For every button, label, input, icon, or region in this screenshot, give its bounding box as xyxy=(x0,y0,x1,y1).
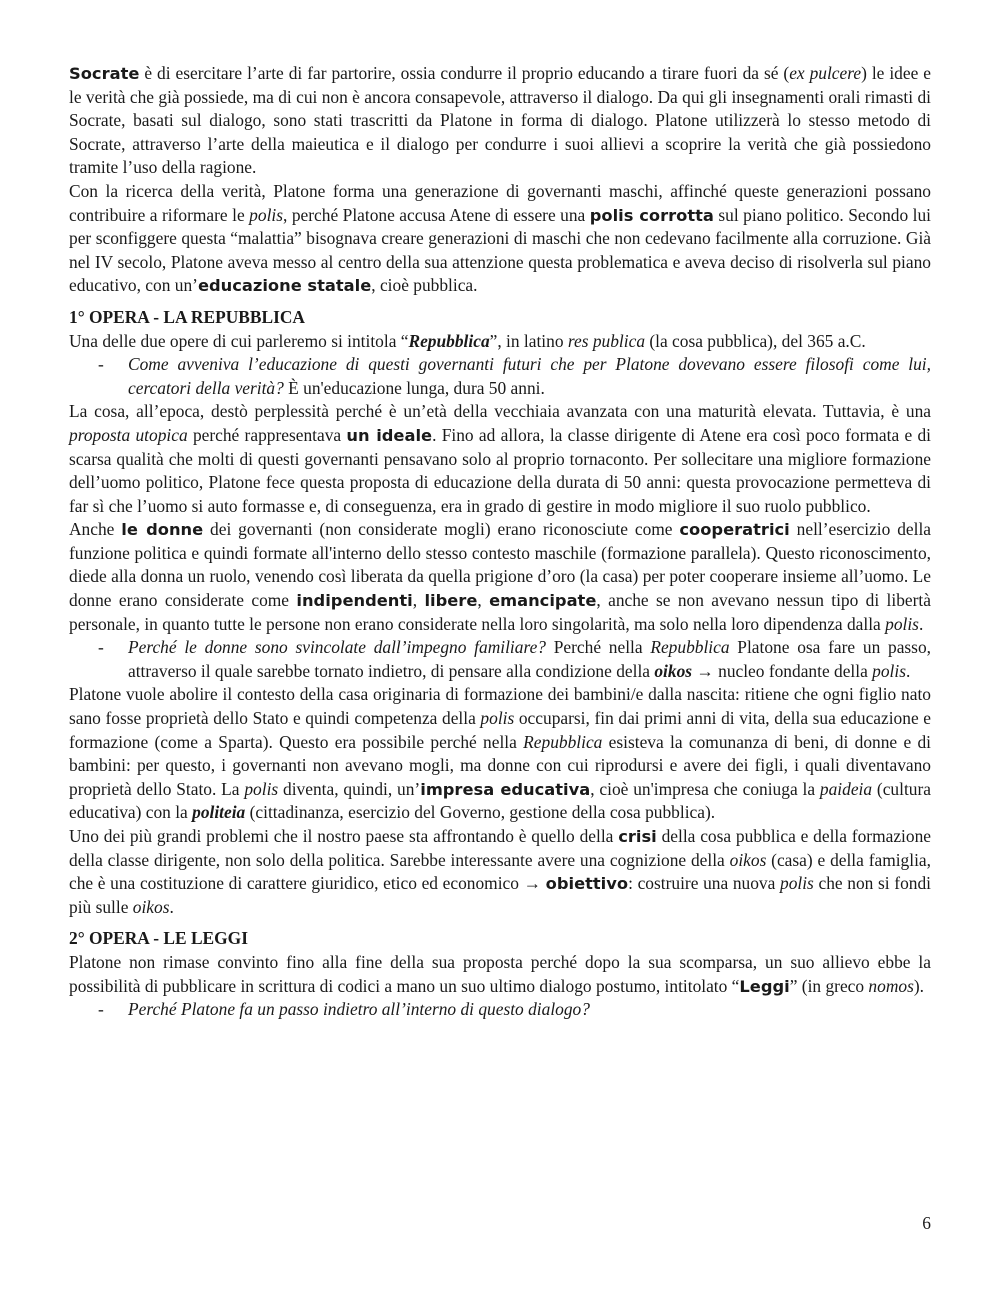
term-crisi: crisi xyxy=(618,827,657,846)
term-un-ideale: un ideale xyxy=(346,425,433,445)
paragraph-abolire-casa: Platone vuole abolire il contesto della casa originaria di formazione dei bambini/e dalla nascita: ritiene che ogni figlio nato sano fosse proprietà dello Stato e quindi competenza della polis occuparsi, fin dai primi anni di vita, della sua educazione e formazione (come a Sparta). Questo era possibile perché nella Repubblica esisteva la comunanza di beni, di donne e di bambini: per questo, i governanti non avevano mogli, ma donne con cui riprodursi e avere dei figli, i quali diventavano proprietà dello Stato. La polis diventa, quindi, un’impresa educativa, cioè un'impresa che coniuga la paideia (cultura educativa) con la politeia (cittadinanza, esercizio del Governo, gestione della cosa pubblica). xyxy=(69,684,931,823)
term-politeia: politeia xyxy=(192,802,246,823)
document-page xyxy=(69,62,931,1022)
term-educazione-statale: educazione statale xyxy=(197,276,372,296)
section-heading-leggi: 2° OPERA - LE LEGGI xyxy=(69,928,248,949)
paragraph-crisi: Uno dei più grandi problemi che il nostro paese sta affrontando è quello della crisi della cosa pubblica e della formazione della classe dirigente, non solo della politica. Sarebbe interessante avere una cognizione della oikos (casa) e della famiglia, che è una costituzione di carattere giuridico, etico ed economico → obiettivo: costruire una nuova polis che non si fondi più sulle oikos. xyxy=(69,826,931,917)
term-socrate: Socrate xyxy=(69,64,140,83)
paragraph-repubblica-intro: Una delle due opere di cui parleremo si intitola “Repubblica”, in latino res publica (la cosa pubblica), del 365 a.C. xyxy=(69,330,866,351)
term-cooperatrici: cooperatrici xyxy=(679,520,790,540)
term-oikos: oikos xyxy=(654,660,693,681)
term-impresa-educativa: impresa educativa xyxy=(420,779,591,799)
section-heading-repubblica: 1° OPERA - LA REPUBBLICA xyxy=(69,306,305,327)
bullet-dash: - xyxy=(98,637,104,658)
term-leggi: Leggi xyxy=(739,976,790,996)
bullet-passo-indietro: - Perché Platone fa un passo indietro all’interno di questo dialogo? xyxy=(69,998,931,1022)
paragraph-socrate-maieutica: Socrate è di esercitare l’arte di far partorire, ossia condurre il proprio educando a tirare fuori da sé (ex pulcere) le idee e le verità che già possiede, ma di cui non è ancora consapevole, attraverso il dialogo. Da qui gli insegnamenti orali rimasti di Socrate, basati sul dialogo, sono stati trascritti da Platone in forma di dialogo. Platone utilizzerà lo stesso metodo di Socrate, attraverso l’arte della maieutica e il dialogo per condurre i suoi allievi a scoprire la verità che già possiedono tramite l’uso della ragione. xyxy=(69,63,931,178)
term-indipendenti: indipendenti xyxy=(296,591,413,611)
term-le-donne: le donne xyxy=(121,520,204,540)
term-obiettivo: obiettivo xyxy=(545,874,629,894)
term-repubblica: Repubblica xyxy=(408,330,490,351)
paragraph-le-donne: Anche le donne dei governanti (non considerate mogli) erano riconosciute come cooperatrici nell’esercizio della funzione politica e quindi formate all'interno dello stesso contesto maschile (formazione parallela). Questo riconoscimento, diede alla donna un ruolo, venendo così liberata da quella prigione d’oro (la casa) per poter cooperare insieme all’uomo. Le donne erano considerate come indipendenti, libere, emancipate, anche se non avevano nessun tipo di libertà personale, in quanto tutte le persone non erano considerate nella loro singolarità, ma solo nella loro dipendenza dalla polis. xyxy=(69,519,931,634)
bullet-dash: - xyxy=(98,354,104,375)
term-emancipate: emancipate xyxy=(489,591,597,611)
term-ex-pulcere: ex pulcere xyxy=(789,63,862,83)
term-polis-corrotta: polis corrotta xyxy=(589,205,714,225)
term-libere: libere xyxy=(424,591,478,611)
bullet-dash: - xyxy=(98,999,104,1020)
paragraph-governanti: Con la ricerca della verità, Platone forma una generazione di governanti maschi, affinché queste generazioni possano contribuire a riformare le polis, perché Platone accusa Atene di essere una polis corrotta sul piano politico. Secondo lui per sconfiggere questa “malattia” bisognava creare generazioni di maschi che non cedevano facilmente alla corruzione. Già nel IV secolo, Platone aveva messo al centro della sua attenzione questa problematica e aveva deciso di risolverla sul piano educativo, con un’educazione statale, cioè pubblica. xyxy=(69,180,931,296)
page-number: 6 xyxy=(922,1213,931,1233)
paragraph-proposta-utopica: La cosa, all’epoca, destò perplessità perché è un’età della vecchiaia avanzata con una maturità elevata. Tuttavia, è una proposta utopica perché rappresentava un ideale. Fino ad allora, la classe dirigente di Atene era così poco formata e di scarsa qualità che molti di questi governanti pensavano solo al proprio tornaconto. Per sollecitare una migliore formazione dell’uomo politico, Platone fece questa proposta di educazione della durata di 50 anni: questa provocazione permetteva di far sì che l’uomo si auto formasse e, di conseguenza, era in grado di gestire in modo migliore il suo ruolo pubblico. xyxy=(69,401,931,516)
paragraph-leggi-intro: Platone non rimase convinto fino alla fine della sua proposta perché dopo la sua scomparsa, un suo allievo ebbe la possibilità di pubblicare in scrittura di codici a mano un suo ultimo dialogo postumo, intitolato “Leggi” (in greco nomos). xyxy=(69,951,931,996)
bullet-educazione-governanti: - Come avveniva l’educazione di questi governanti futuri che per Platone dovevano essere filosofi come lui, cercatori della verità? È un'educazione lunga, dura 50 anni. xyxy=(69,353,931,400)
bullet-donne-svincolate: - Perché le donne sono svincolate dall’impegno familiare? Perché nella Repubblica Platone osa fare un passo, attraverso il quale sarebbe tornato indietro, di pensare alla condizione della oikos → nucleo fondante della polis. xyxy=(69,636,931,683)
